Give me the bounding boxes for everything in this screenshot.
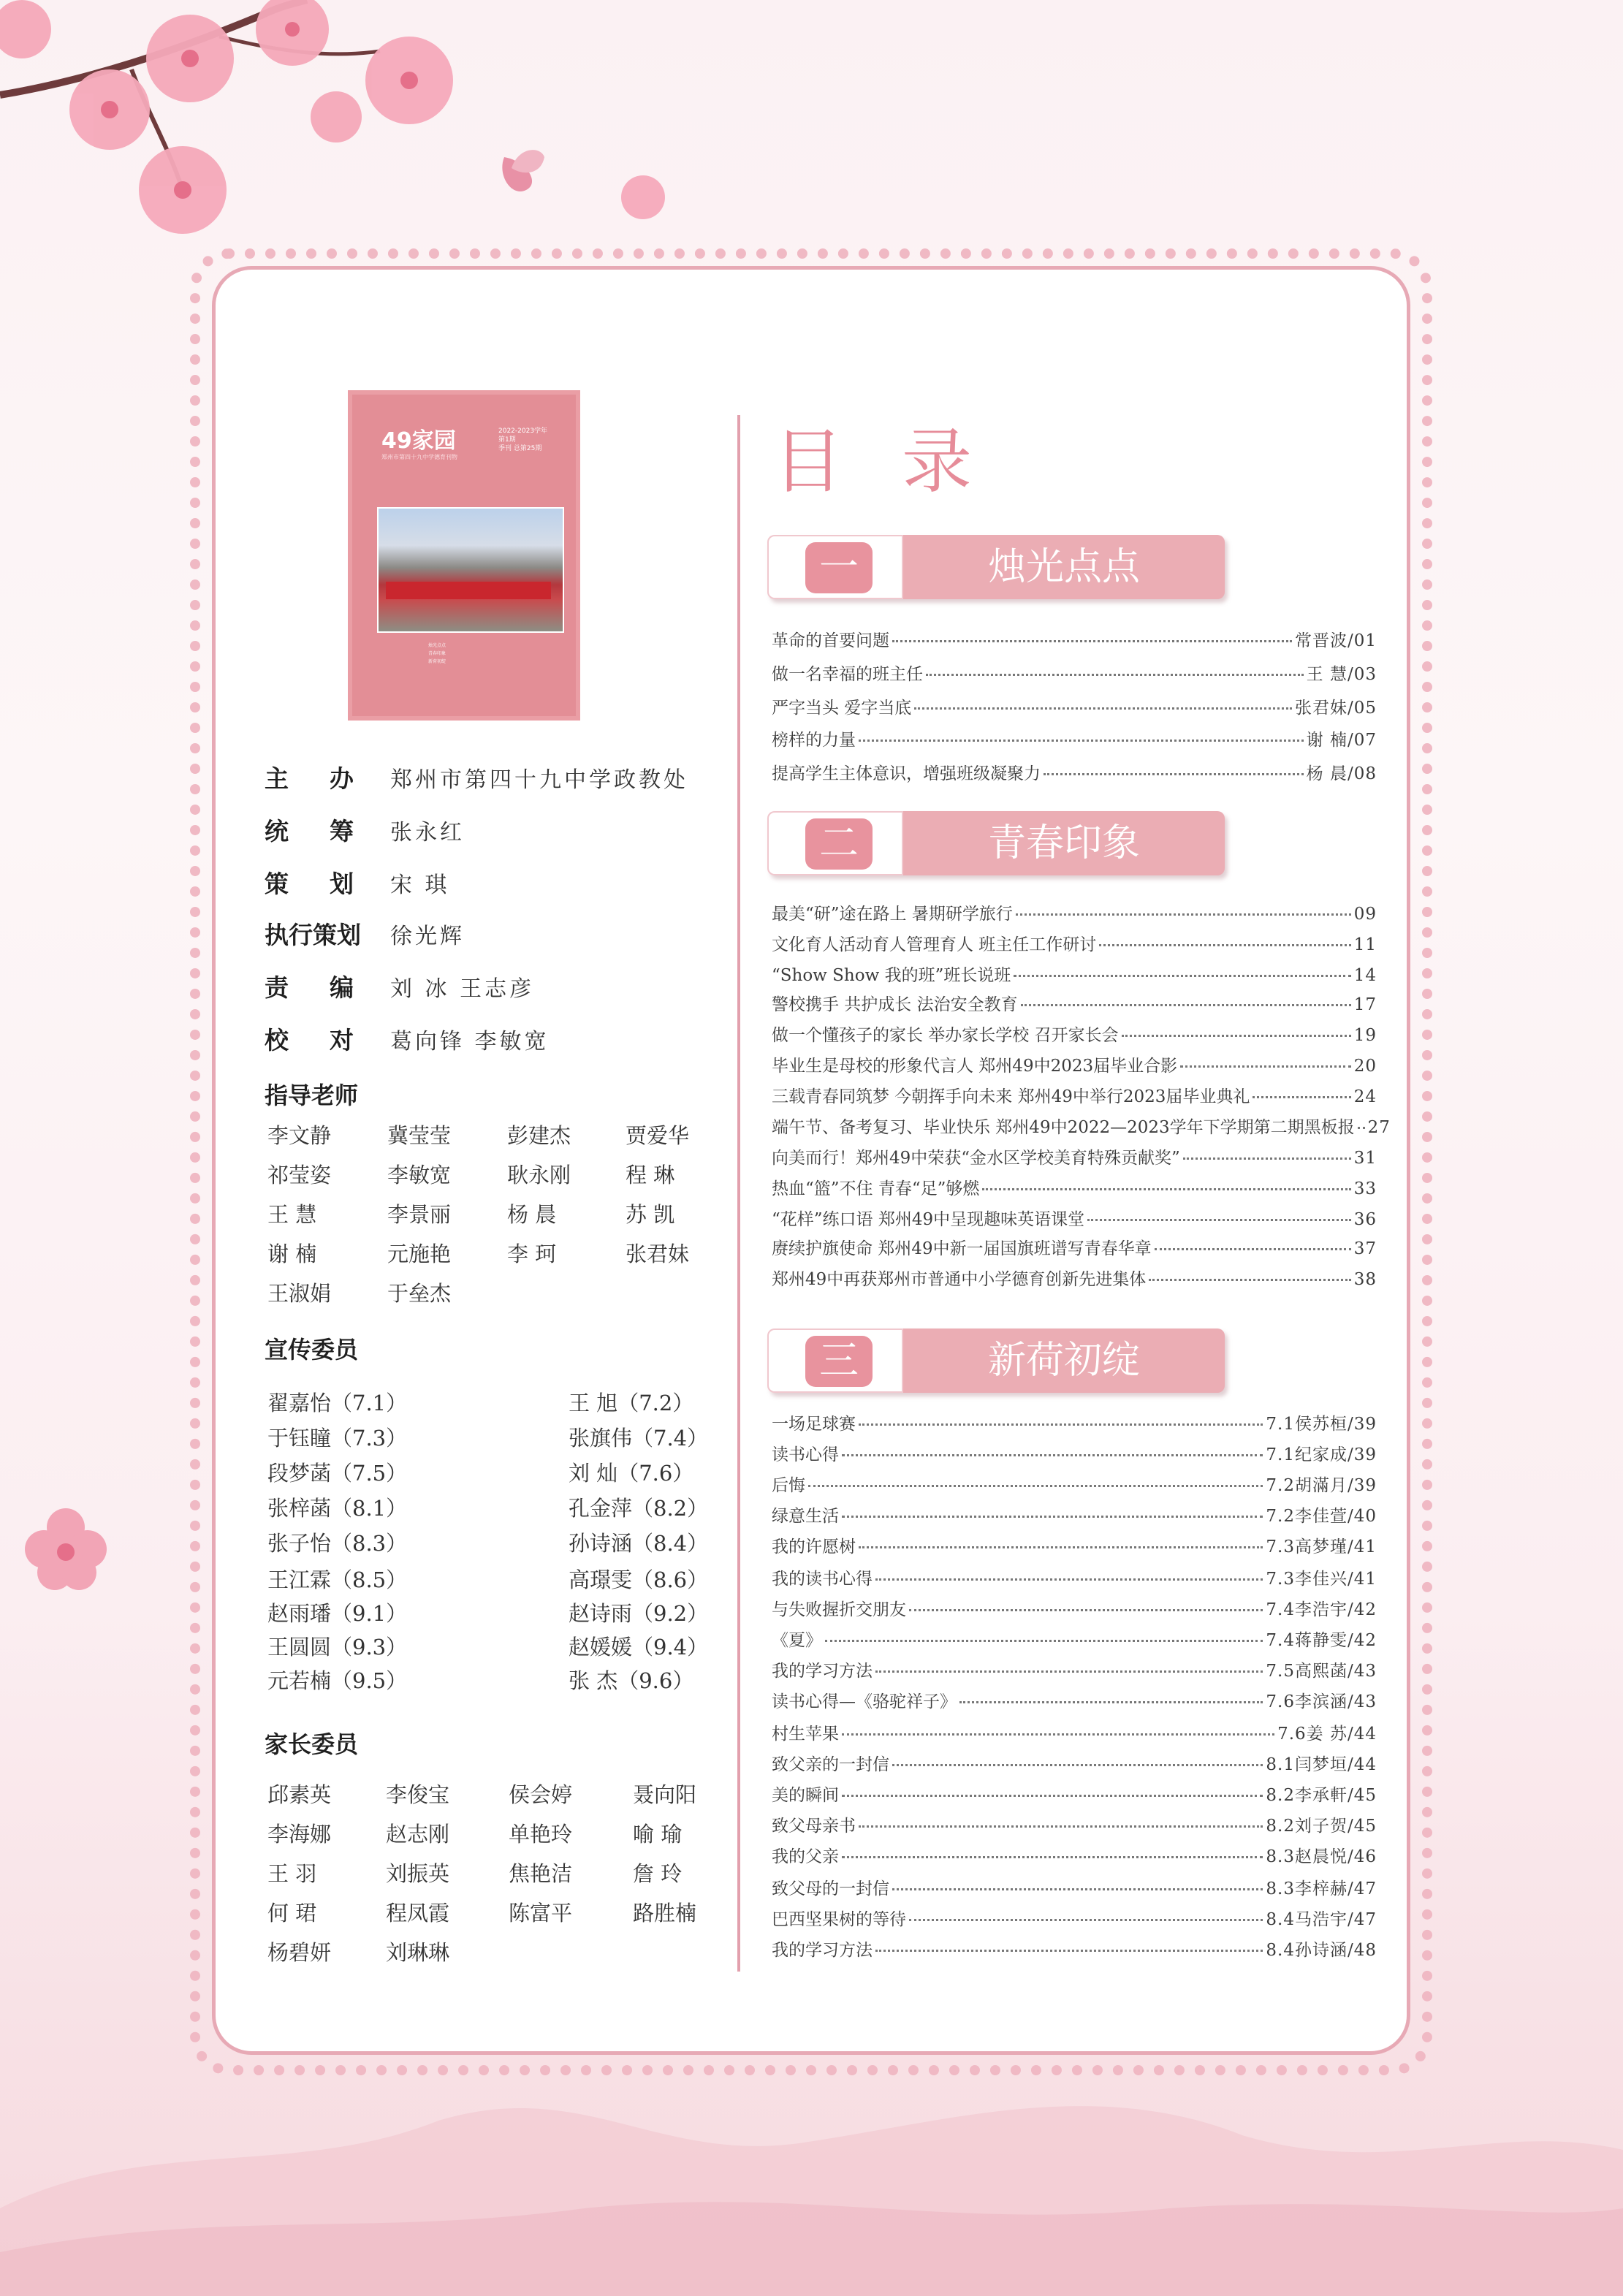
toc-entry-title: “花样”练口语 郑州49中呈现趣味英语课堂: [772, 1210, 1085, 1229]
toc-entry-page: 7.4李浩宇/42: [1266, 1600, 1377, 1619]
leader-dots: [1087, 1219, 1351, 1221]
cover-title: 49家园: [381, 428, 456, 454]
leader-dots: [909, 1609, 1263, 1611]
toc-entry-title: 热血“篮”不住 青春“足”够燃: [772, 1179, 980, 1198]
leader-dots: [1155, 1248, 1351, 1250]
toc-entry-page: 7.1纪家成/39: [1266, 1445, 1377, 1464]
publicity-member: 张梓菡（8.1）: [267, 1496, 408, 1521]
toc-entry-page: 7.4蒋静雯/42: [1266, 1631, 1377, 1650]
toc-entry[interactable]: [772, 1114, 1391, 1138]
toc-entry-title: 村生苹果: [772, 1725, 839, 1744]
parent-member: 李俊宝: [386, 1782, 450, 1807]
magazine-cover-thumbnail: [348, 390, 580, 721]
parent-member: 赵志刚: [386, 1822, 450, 1847]
toc-entry[interactable]: [772, 1441, 1377, 1465]
publicity-member: 元若楠（9.5）: [267, 1668, 408, 1693]
credit-value: 郑州市第四十九中学政教处: [390, 767, 688, 793]
toc-entry[interactable]: [772, 1052, 1377, 1076]
toc-entry[interactable]: [772, 627, 1377, 651]
leader-dots: [1099, 944, 1350, 946]
credit-value: 刘 冰 王志彦: [390, 976, 535, 1002]
advisor-name: 于垒杰: [387, 1281, 452, 1306]
toc-entry-page: 谢 楠/07: [1306, 731, 1377, 750]
toc-entry-title: 美的瞬间: [772, 1786, 839, 1805]
advisor-name: 元施艳: [387, 1242, 452, 1266]
leader-dots: [875, 1578, 1263, 1581]
toc-entry-title: 后悔: [772, 1476, 805, 1495]
leader-dots: [959, 1701, 1263, 1703]
toc-entry[interactable]: [772, 1533, 1377, 1557]
toc-entry[interactable]: [772, 1144, 1377, 1168]
credit-value: 宋 琪: [390, 873, 450, 898]
publicity-member: 刘 灿（7.6）: [569, 1461, 694, 1486]
cover-issue-info: [498, 427, 547, 453]
toc-entry-page: 36: [1353, 1210, 1377, 1229]
parent-member: 李海娜: [267, 1822, 332, 1847]
credit-value: 徐光辉: [390, 924, 465, 949]
leader-dots: [808, 1485, 1263, 1487]
advisor-name: 李文静: [267, 1123, 332, 1148]
credit-row-editor: [265, 969, 534, 1003]
toc-entry-page: 7.6李滨涵/43: [1266, 1692, 1377, 1711]
toc-entry[interactable]: [772, 661, 1377, 685]
toc-entry[interactable]: [772, 1596, 1377, 1620]
publicity-member: 张子怡（8.3）: [267, 1531, 408, 1556]
toc-entry-page: 27: [1367, 1118, 1391, 1137]
advisor-name: 李敏宽: [387, 1163, 452, 1187]
credit-value: 张永红: [390, 820, 465, 845]
toc-entry-page: 7.3李佳兴/41: [1266, 1570, 1377, 1589]
toc-entry[interactable]: [772, 1175, 1377, 1199]
publicity-member: 赵雨璠（9.1）: [267, 1601, 408, 1626]
toc-entry[interactable]: [772, 1565, 1377, 1589]
toc-entry-title: 一场足球赛: [772, 1415, 856, 1434]
toc-entry[interactable]: [772, 726, 1377, 750]
cover-issue-total: 季刊 总第25期: [498, 445, 542, 452]
publicity-member: 孔金萍（8.2）: [569, 1496, 709, 1521]
parents-heading: 家长委员: [265, 1730, 359, 1758]
credit-label: 执行策划: [265, 921, 361, 949]
publicity-member: 赵媛媛（9.4）: [569, 1635, 709, 1660]
toc-entry[interactable]: [772, 1906, 1377, 1930]
toc-entry-page: 7.6姜 苏/44: [1277, 1725, 1377, 1744]
toc-entry-page: 8.1闫梦垣/44: [1266, 1755, 1377, 1774]
publicity-member: 孙诗涵（8.4）: [569, 1531, 709, 1556]
toc-entry-page: 8.2李承軒/45: [1266, 1786, 1377, 1805]
toc-entry-page: 7.2李佳萱/40: [1266, 1507, 1377, 1526]
toc-entry-title: 赓续护旗使命 郑州49中新一届国旗班谱写青春华章: [772, 1239, 1152, 1258]
credit-row-host: [265, 760, 688, 794]
publicity-member: 王圆圆（9.3）: [267, 1635, 408, 1660]
parent-member: 喻 瑜: [633, 1822, 683, 1847]
credit-label: 责编: [265, 973, 395, 1002]
leader-dots: [914, 707, 1292, 710]
toc-entry[interactable]: [772, 760, 1377, 784]
credit-row-executive-planner: [265, 916, 465, 951]
leader-dots: [1016, 913, 1351, 916]
toc-entry-page: 7.1侯苏桓/39: [1266, 1415, 1377, 1434]
advisor-name: 祁莹姿: [267, 1163, 332, 1187]
cover-red-banner: [386, 582, 551, 599]
parent-member: 路胜楠: [633, 1901, 697, 1926]
toc-entry-page: 7.2胡滿月/39: [1266, 1476, 1377, 1495]
toc-entry-title: 致父母亲书: [772, 1817, 856, 1836]
publicity-member: 段梦菡（7.5）: [267, 1461, 408, 1486]
credit-label: 校对: [265, 1026, 395, 1054]
toc-entry-title: 读书心得—《骆驼祥子》: [772, 1692, 957, 1711]
cover-issue-year: 2022-2023学年: [498, 427, 548, 435]
section-banner-1: [767, 535, 1225, 599]
parent-member: 陈富平: [509, 1901, 573, 1926]
toc-entry-title: 读书心得: [772, 1445, 839, 1464]
toc-entry[interactable]: [772, 1235, 1377, 1259]
parent-member: 杨碧妍: [267, 1940, 332, 1965]
leader-dots: [842, 1454, 1263, 1456]
section-name: 新荷初绽: [987, 1339, 1140, 1383]
toc-entry-page: 14: [1353, 966, 1377, 985]
toc-entry-title: 向美而行！郑州49中荣获“金水区学校美育特殊贡献奖”: [772, 1149, 1180, 1168]
publicity-heading: 宣传委员: [265, 1336, 359, 1364]
toc-entry-page: 09: [1353, 905, 1377, 924]
leader-dots: [1044, 773, 1304, 775]
advisor-name: 程 琳: [626, 1163, 675, 1187]
publicity-member: 张旗伟（7.4）: [569, 1426, 709, 1451]
toc-entry-title: 最美“研”途在路上 暑期研学旅行: [772, 905, 1013, 924]
parent-member: 刘琳琳: [386, 1940, 450, 1965]
section-number: 三: [805, 1336, 873, 1387]
leader-dots: [982, 1188, 1350, 1190]
toc-entry-page: 王 慧/03: [1306, 665, 1377, 684]
parent-member: 聂向阳: [633, 1782, 697, 1807]
toc-entry-title: 我的许愿树: [772, 1537, 856, 1556]
toc-entry-title: 三载青春同筑梦 今朝挥手向未来 郑州49中举行2023届毕业典礼: [772, 1087, 1250, 1106]
toc-entry-page: 19: [1353, 1026, 1377, 1045]
toc-entry[interactable]: [772, 1083, 1377, 1107]
leader-dots: [892, 640, 1292, 642]
advisor-name: 贾爱华: [626, 1123, 690, 1148]
cover-section-lines: [428, 642, 446, 666]
parent-member: 刘振英: [386, 1861, 450, 1886]
toc-entry-title: 我的读书心得: [772, 1570, 873, 1589]
toc-entry-title: 郑州49中再获郑州市普通中小学德育创新先进集体: [772, 1270, 1147, 1289]
parent-member: 詹 玲: [633, 1861, 683, 1886]
cover-line-1: 烛光点点: [428, 643, 446, 648]
toc-entry-page: 张君妹/05: [1294, 699, 1377, 718]
publicity-member: 张 杰（9.6）: [569, 1668, 694, 1693]
toc-entry[interactable]: [772, 1751, 1377, 1775]
leader-dots: [1253, 1096, 1350, 1098]
blossom-left-mid: [22, 1505, 110, 1593]
leader-dots: [926, 674, 1304, 676]
section-name: 青春印象: [987, 821, 1140, 865]
credit-row-proofreader: [265, 1022, 550, 1056]
toc-entry[interactable]: [772, 1657, 1377, 1681]
toc-entry-title: 巴西坚果树的等待: [772, 1910, 906, 1929]
publicity-member: 王江霖（8.5）: [267, 1567, 408, 1592]
leader-dots: [842, 1795, 1263, 1797]
toc-entry-page: 8.3李梓赫/47: [1266, 1879, 1377, 1898]
toc-entry-page: 17: [1353, 995, 1377, 1014]
leader-dots: [859, 1423, 1263, 1426]
advisor-name: 冀莹莹: [387, 1123, 452, 1148]
credit-label: 统筹: [265, 817, 395, 845]
toc-entry-title: 绿意生活: [772, 1507, 839, 1526]
toc-entry-page: 7.5高熙菡/43: [1266, 1662, 1377, 1681]
advisor-name: 李 珂: [507, 1242, 557, 1266]
advisor-name: 彭建杰: [507, 1123, 571, 1148]
toc-entry-title: 做一个懂孩子的家长 举办家长学校 召开家长会: [772, 1026, 1119, 1045]
section-banner-3: [767, 1328, 1225, 1393]
leader-dots: [1358, 1127, 1365, 1129]
advisor-name: 杨 晨: [507, 1202, 557, 1227]
toc-title: 目录: [773, 421, 1030, 503]
toc-entry-page: 33: [1353, 1179, 1377, 1198]
toc-entry-title: 革命的首要问题: [772, 631, 889, 650]
toc-entry-page: 38: [1353, 1270, 1377, 1289]
leader-dots: [875, 1950, 1263, 1952]
toc-entry[interactable]: [772, 1502, 1377, 1527]
leader-dots: [1149, 1279, 1350, 1281]
leader-dots: [842, 1856, 1263, 1858]
parent-member: 焦艳洁: [509, 1861, 573, 1886]
toc-entry[interactable]: [772, 1627, 1377, 1651]
parent-member: 单艳玲: [509, 1822, 573, 1847]
toc-entry[interactable]: [772, 1410, 1377, 1434]
toc-entry[interactable]: [772, 1206, 1377, 1230]
cover-group-photo: [377, 507, 564, 633]
toc-entry[interactable]: [772, 962, 1377, 986]
toc-entry-title: 《夏》: [772, 1631, 822, 1650]
leader-dots: [892, 1888, 1263, 1890]
parent-member: 程凤霞: [386, 1901, 450, 1926]
leader-dots: [859, 1546, 1263, 1548]
toc-entry[interactable]: [772, 1720, 1377, 1744]
section-number: 二: [805, 818, 873, 870]
publicity-member: 翟嘉怡（7.1）: [267, 1391, 408, 1415]
parent-member: 何 珺: [267, 1901, 317, 1926]
leader-dots: [909, 1919, 1263, 1921]
toc-entry[interactable]: [772, 1936, 1377, 1961]
cover-subtitle: 郑州市第四十九中学德育刊物: [381, 454, 457, 460]
toc-entry[interactable]: [772, 1843, 1377, 1867]
credit-row-planner: [265, 865, 450, 900]
parent-member: 侯会婷: [509, 1782, 573, 1807]
toc-entry-title: “Show Show 我的班”班长说班: [772, 966, 1011, 985]
toc-entry-title: 榜样的力量: [772, 731, 856, 750]
leader-dots: [1122, 1035, 1351, 1037]
publicity-member: 高璟雯（8.6）: [569, 1567, 709, 1592]
toc-entry-title: 我的父亲: [772, 1847, 839, 1866]
toc-entry-title: 我的学习方法: [772, 1662, 873, 1681]
toc-entry-title: 我的学习方法: [772, 1941, 873, 1960]
leader-dots: [875, 1670, 1263, 1673]
toc-entry-page: 37: [1353, 1239, 1377, 1258]
toc-entry-page: 8.3赵晨悦/46: [1266, 1847, 1377, 1866]
cover-line-2: 青春印象: [428, 651, 446, 656]
advisor-name: 苏 凯: [626, 1202, 675, 1227]
cover-line-3: 新荷初绽: [428, 659, 446, 664]
toc-entry-page: 8.4孙诗涵/48: [1266, 1941, 1377, 1960]
toc-entry-page: 8.4马浩宇/47: [1266, 1910, 1377, 1929]
toc-entry-title: 致父亲的一封信: [772, 1755, 889, 1774]
parent-member: 王 羽: [267, 1861, 317, 1886]
section-number: 一: [805, 542, 873, 593]
advisor-name: 耿永刚: [507, 1163, 571, 1187]
advisors-heading: 指导老师: [265, 1082, 359, 1109]
toc-entry-page: 7.3高梦瑾/41: [1266, 1537, 1377, 1556]
leader-dots: [842, 1733, 1274, 1736]
toc-entry-title: 毕业生是母校的形象代言人 郑州49中2023届毕业合影: [772, 1057, 1178, 1076]
credit-row-coordinator: [265, 813, 465, 847]
leader-dots: [1180, 1065, 1351, 1068]
publicity-member: 赵诗雨（9.2）: [569, 1601, 709, 1626]
advisor-name: 谢 楠: [267, 1242, 317, 1266]
column-divider: [737, 415, 740, 1972]
toc-entry-title: 提高学生主体意识，增强班级凝聚力: [772, 764, 1041, 783]
credit-label: 主办: [265, 764, 395, 793]
toc-entry-title: 致父母的一封信: [772, 1879, 889, 1898]
section-banner-2: [767, 811, 1225, 875]
leader-dots: [859, 1825, 1263, 1828]
toc-entry-title: 严字当头 爱字当底: [772, 699, 912, 718]
credit-label: 策划: [265, 870, 395, 898]
toc-entry-page: 24: [1353, 1087, 1377, 1106]
toc-entry[interactable]: [772, 1688, 1377, 1712]
toc-entry-page: 杨 晨/08: [1306, 764, 1377, 783]
toc-entry[interactable]: [772, 1812, 1377, 1836]
toc-entry[interactable]: [772, 1266, 1377, 1290]
toc-entry[interactable]: [772, 694, 1377, 718]
publicity-member: 王 旭（7.2）: [569, 1391, 694, 1415]
advisor-name: 张君妹: [626, 1242, 690, 1266]
toc-entry[interactable]: [772, 1472, 1377, 1496]
toc-entry-page: 11: [1353, 935, 1377, 954]
toc-entry-title: 端午节、备考复习、毕业快乐 郑州49中2022—2023学年下学期第二期黑板报: [772, 1118, 1355, 1137]
toc-entry-page: 常晋波/01: [1294, 631, 1377, 650]
advisor-name: 李景丽: [387, 1202, 452, 1227]
toc-entry-page: 8.2刘子贺/45: [1266, 1817, 1377, 1836]
section-name: 烛光点点: [987, 545, 1140, 589]
leader-dots: [842, 1516, 1263, 1518]
toc-entry[interactable]: [772, 931, 1377, 955]
leader-dots: [859, 740, 1304, 742]
leader-dots: [1021, 1004, 1351, 1006]
toc-entry-page: 20: [1353, 1057, 1377, 1076]
toc-entry[interactable]: [772, 900, 1377, 924]
toc-entry-title: 警校携手 共护成长 法治安全教育: [772, 995, 1018, 1014]
toc-entry-title: 做一名幸福的班主任: [772, 665, 923, 684]
toc-entry-page: 31: [1353, 1149, 1377, 1168]
leader-dots: [1183, 1157, 1351, 1160]
toc-entry[interactable]: [772, 1022, 1377, 1046]
toc-entry[interactable]: [772, 1875, 1377, 1899]
leader-dots: [892, 1764, 1263, 1766]
parent-member: 邱素英: [267, 1782, 332, 1807]
credit-value: 葛向锋 李敏宽: [390, 1029, 550, 1054]
cover-issue-number: 第1期: [498, 436, 516, 444]
toc-entry-title: 与失败握折交朋友: [772, 1600, 906, 1619]
leader-dots: [1014, 975, 1350, 977]
leader-dots: [825, 1640, 1263, 1642]
publicity-member: 于钰瞳（7.3）: [267, 1426, 408, 1451]
toc-entry[interactable]: [772, 1782, 1377, 1806]
advisor-name: 王淑娟: [267, 1281, 332, 1306]
advisor-name: 王 慧: [267, 1202, 317, 1227]
toc-entry[interactable]: [772, 991, 1377, 1015]
toc-entry-title: 文化育人活动育人管理育人 班主任工作研讨: [772, 935, 1097, 954]
